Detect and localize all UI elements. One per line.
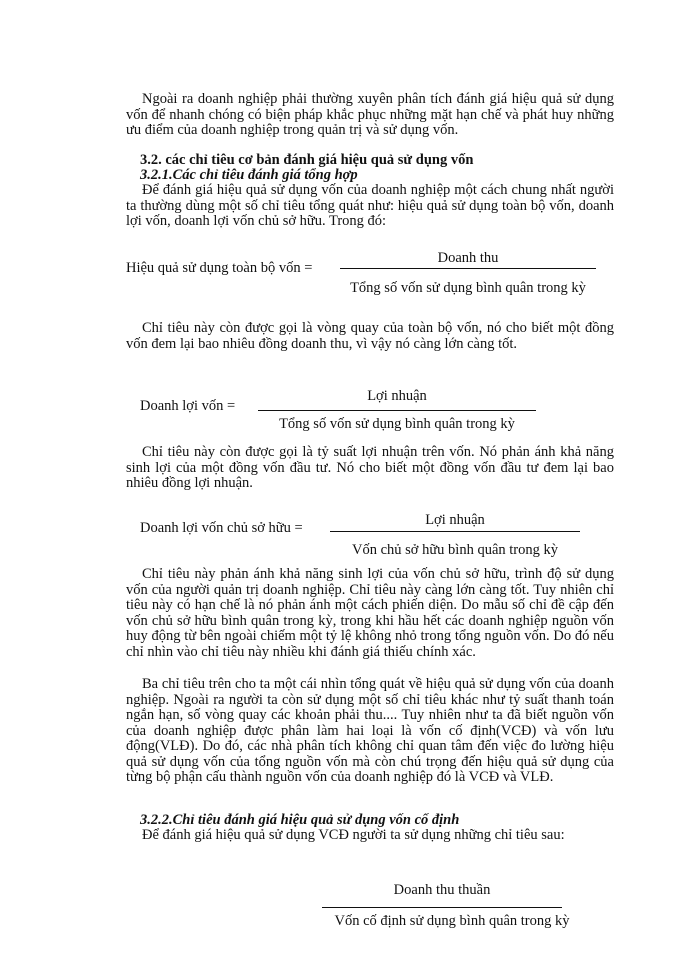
- paragraph-profit-rate: Chỉ tiêu này còn được gọi là tỷ suất lợi nhuận trên vốn. Nó phản ánh khả năng sinh lợi của một đồng vốn đầu tư. Nó cho biết một đồng vốn đầu tư đem lại bao nhiêu đồng lợi nhuận.: [126, 444, 614, 491]
- paragraph-fixed-capital: Để đánh giá hiệu quả sử dụng VCĐ người ta sử dụng những chỉ tiêu sau:: [142, 827, 565, 843]
- formula-denominator: Tổng số vốn sử dụng bình quân trong kỳ: [350, 280, 586, 296]
- formula-numerator: Doanh thu: [437, 250, 499, 266]
- paragraph-capital-turnover: Chỉ tiêu này còn được gọi là vòng quay của toàn bộ vốn, nó cho biết một đồng vốn đem lại bao nhiêu đồng doanh thu, vì vậy nó càng lớn càng tốt.: [126, 320, 614, 352]
- paragraph-general-indicators: Để đánh giá hiệu quả sử dụng vốn của doanh nghiệp một cách chung nhất người ta thường dùng một số chỉ tiêu tổng quát như: hiệu quả sử dụng toàn bộ vốn, doanh lợi vốn, doanh lợi vốn chủ sở hữu. Trong đó:: [126, 182, 614, 229]
- fraction-bar: [258, 410, 536, 411]
- paragraph-capital-components: Ba chỉ tiêu trên cho ta một cái nhìn tổng quát về hiệu quả sử dụng vốn của doanh nghiệp. Ngoài ra người ta còn sử dụng một số chỉ tiêu khác như tỷ suất thanh toán ngắn hạn, số vòng quay các khoản phải thu.... Tuy nhiên như ta đã biết nguồn vốn của doanh nghiệp được phân làm hai loại là vốn cố định(VCĐ) và vốn lưu động(VLĐ). Do đó, các nhà phân tích không chỉ quan tâm đến việc đo lường hiệu quả sử dụng vốn của tổng nguồn vốn mà còn chú trọng đến hiệu quả sử dụng của từng bộ phận cấu thành nguồn vốn của doanh nghiệp đó là VCĐ và VLĐ.: [126, 676, 614, 785]
- formula-numerator: Doanh thu thuần: [393, 882, 491, 898]
- section-heading-3-2: 3.2. các chỉ tiêu cơ bản đánh giá hiệu quả sử dụng vốn: [140, 152, 474, 168]
- paragraph-equity-indicator: Chỉ tiêu này phản ánh khả năng sinh lợi của vốn chủ sở hữu, trình độ sử dụng vốn của người quản trị doanh nghiệp. Chỉ tiêu này càng lớn càng tốt. Tuy nhiên chỉ tiêu này có hạn chế là nó phản ánh một cách phiến diện. Do mẫu số chỉ đề cập đến vốn chủ sở hữu bình quân trong kỳ, trong khi hầu hết các doanh nghiệp nguồn vốn huy động từ bên ngoài chiếm một tỷ lệ không nhỏ trong tổng nguồn vốn. Do đó nếu chỉ nhìn vào chỉ tiêu này nhiều khi đánh giá thiếu chính xác.: [126, 566, 614, 660]
- formula-label: Doanh lợi vốn chủ sở hữu =: [140, 520, 303, 536]
- formula-denominator: Vốn chủ sở hữu bình quân trong kỳ: [351, 542, 559, 558]
- formula-denominator: Vốn cố định sử dụng bình quân trong kỳ: [334, 913, 570, 929]
- subsection-heading-3-2-1: 3.2.1.Các chỉ tiêu đánh giá tổng hợp: [140, 167, 358, 183]
- paragraph-intro: Ngoài ra doanh nghiệp phải thường xuyên phân tích đánh giá hiệu quả sử dụng vốn để nhanh chóng có biện pháp khắc phục những mặt hạn chế và phát huy những ưu điểm của doanh nghiệp trong quản trị và sử dụng vốn.: [126, 91, 614, 138]
- formula-label: Hiệu quả sử dụng toàn bộ vốn =: [126, 260, 313, 276]
- fraction-bar: [322, 907, 562, 908]
- formula-numerator: Lợi nhuận: [367, 388, 427, 404]
- formula-denominator: Tổng số vốn sử dụng bình quân trong kỳ: [279, 416, 515, 432]
- fraction-bar: [340, 268, 596, 269]
- formula-label: Doanh lợi vốn =: [140, 398, 236, 414]
- formula-numerator: Lợi nhuận: [425, 512, 485, 528]
- fraction-bar: [330, 531, 580, 532]
- subsection-heading-3-2-2: 3.2.2.Chỉ tiêu đánh giá hiệu quả sử dụng vốn cố định: [140, 812, 460, 828]
